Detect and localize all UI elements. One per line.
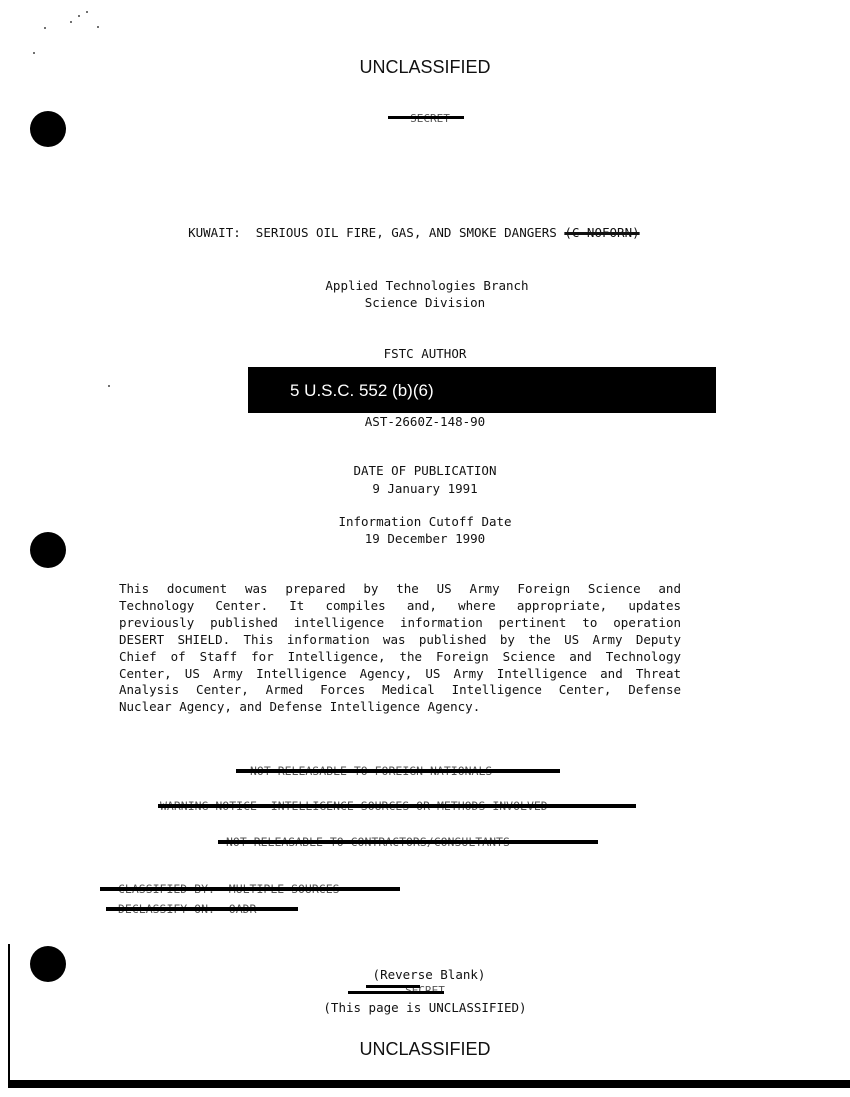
org-line-branch: Applied Technologies Branch: [325, 278, 529, 293]
scan-speck: [108, 385, 110, 387]
paragraph-line: Analysis Center, Armed Forces Medical Intelligence Center, Defense: [119, 682, 681, 698]
paragraph-line: DESERT SHIELD. This information was published by the US Army Deputy: [119, 631, 681, 647]
publication-date-label: DATE OF PUBLICATION: [353, 463, 497, 478]
strikeout-bar: [158, 804, 636, 808]
scan-speck: [97, 26, 99, 28]
classification-banner-top: UNCLASSIFIED: [359, 57, 491, 77]
classification-banner-bottom: UNCLASSIFIED: [359, 1039, 491, 1059]
scan-edge-left: [8, 944, 10, 1084]
binder-hole-top: [30, 111, 66, 147]
reverse-blank-note: (Reverse Blank): [372, 967, 486, 982]
strikeout-bar: [388, 116, 464, 119]
scan-speck: [70, 21, 72, 23]
document-number: AST-2660Z-148-90: [364, 414, 486, 429]
document-title: [173, 210, 640, 240]
paragraph-line: previously published intelligence information pertinent to operation: [119, 614, 681, 630]
paragraph-line: Nuclear Agency, and Defense Intelligence Agency.: [119, 699, 481, 715]
paragraph-line: Chief of Staff for Intelligence, the Foreign Science and Technology: [119, 648, 681, 664]
strikeout-bar: [348, 991, 444, 994]
strikeout-bar: [366, 985, 420, 988]
scan-speck: [78, 15, 80, 17]
scan-speck: [86, 11, 88, 13]
scan-speck: [44, 27, 46, 29]
title-classification-marking: (C-NOFORN): [564, 225, 640, 240]
strikeout-bar: [236, 769, 560, 773]
title-text: KUWAIT: SERIOUS OIL FIRE, GAS, AND SMOKE DANGERS: [188, 225, 557, 240]
redaction-exemption-label: 5 U.S.C. 552 (b)(6): [290, 381, 434, 400]
author-label: FSTC AUTHOR: [383, 346, 467, 361]
foia-redaction-box: [248, 367, 716, 413]
strikeout-bar: [100, 887, 400, 891]
scan-edge-bottom: [8, 1080, 850, 1088]
paragraph-line: This document was prepared by the US Army Foreign Science and: [119, 581, 681, 596]
summary-paragraph: [119, 581, 681, 716]
cutoff-date: 19 December 1990: [364, 531, 486, 546]
paragraph-line: Technology Center. It compiles and, where appropriate, updates: [119, 597, 681, 613]
strikeout-bar: [218, 840, 598, 844]
strikeout-bar: [106, 907, 298, 911]
paragraph-line: Center, US Army Intelligence Agency, US Army Intelligence and Threat: [119, 665, 681, 681]
publication-date: 9 January 1991: [372, 481, 478, 496]
org-line-division: Science Division: [364, 295, 486, 310]
scan-speck: [33, 52, 35, 54]
cutoff-date-label: Information Cutoff Date: [338, 514, 512, 529]
page-classification-status: (This page is UNCLASSIFIED): [323, 1000, 527, 1015]
